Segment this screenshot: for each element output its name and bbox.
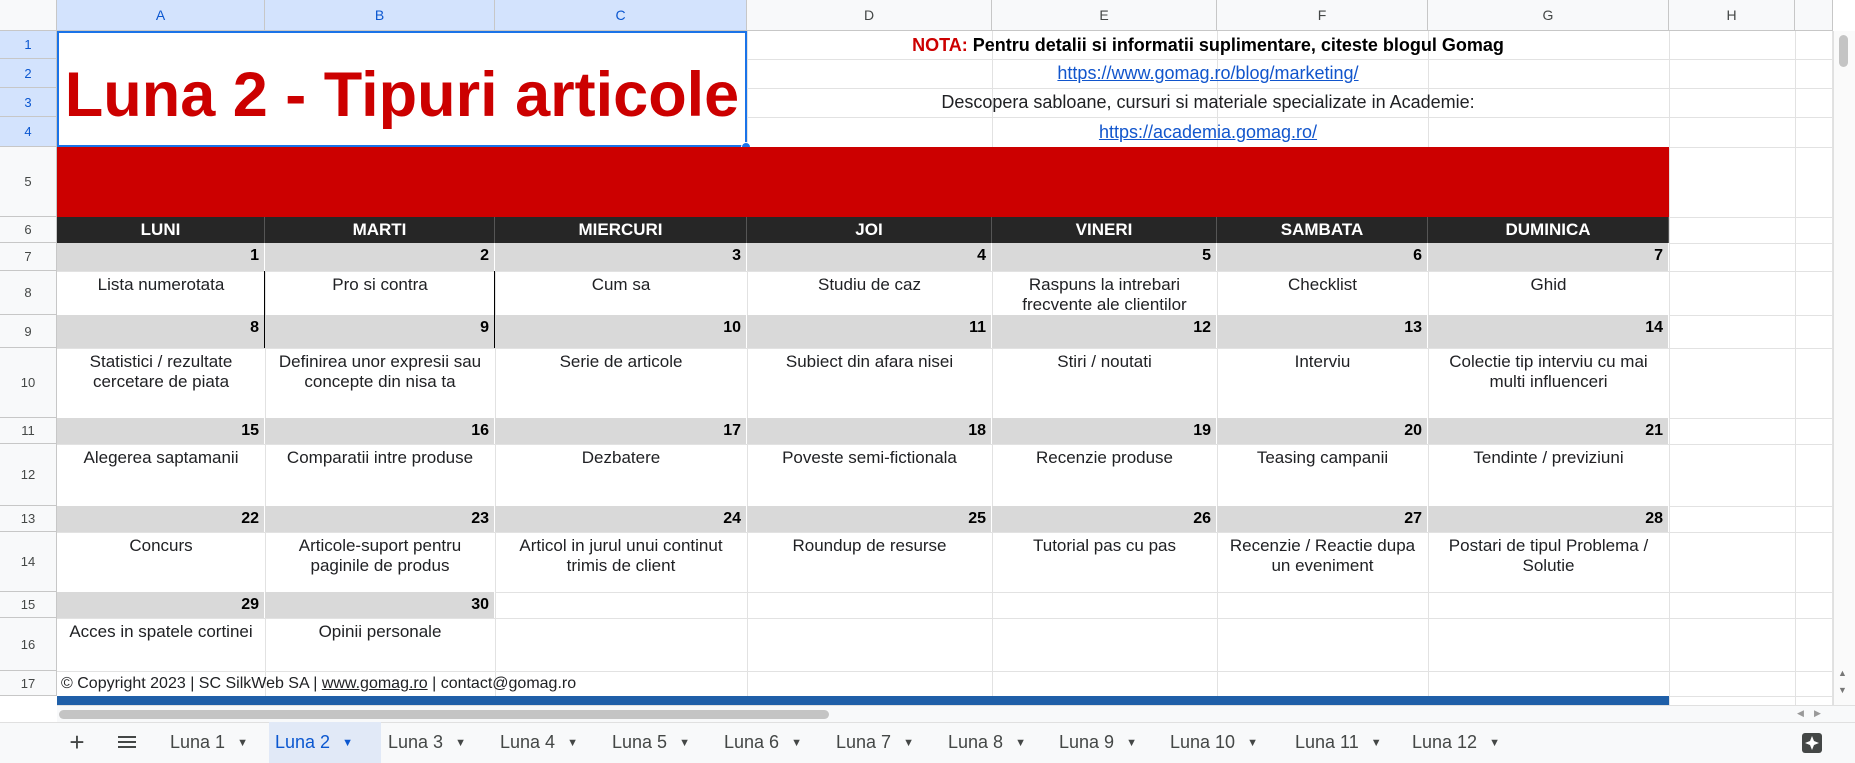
- chevron-down-icon[interactable]: ▼: [1247, 736, 1258, 749]
- vertical-gridline: [1669, 31, 1670, 705]
- column-header-filler: [1795, 0, 1833, 31]
- sheet-tab-label: Luna 2: [275, 732, 331, 752]
- column-header-a[interactable]: A: [57, 0, 265, 31]
- weekday-luni[interactable]: LUNI: [57, 217, 265, 243]
- sheet-tab-label: Luna 8: [948, 732, 1004, 752]
- sheet-tab-label: Luna 12: [1412, 732, 1478, 752]
- article-type-cell[interactable]: Colectie tip interviu cu mai multi influenceri: [1449, 352, 1648, 391]
- day-number[interactable]: 26: [992, 506, 1217, 532]
- day-number[interactable]: 1: [57, 243, 265, 271]
- article-type-cell[interactable]: Alegerea saptamanii: [83, 448, 239, 467]
- vertical-scroll-thumb[interactable]: [1839, 35, 1848, 67]
- vertical-gridline: [1795, 31, 1796, 705]
- day-number[interactable]: 27: [1217, 506, 1428, 532]
- row-header-4[interactable]: 4: [0, 117, 57, 147]
- day-number[interactable]: 8: [57, 315, 265, 348]
- page-title: Luna 2 - Tipuri articole: [64, 60, 740, 130]
- article-type-cell[interactable]: Dezbatere: [581, 448, 661, 467]
- row-header-2[interactable]: 2: [0, 59, 57, 88]
- article-type-cell[interactable]: Definirea unor expresii sau concepte din nisa ta: [278, 352, 482, 391]
- day-number[interactable]: 18: [747, 418, 992, 444]
- day-number[interactable]: 24: [495, 506, 747, 532]
- chevron-down-icon[interactable]: ▼: [1015, 736, 1026, 749]
- article-type-cell[interactable]: Interviu: [1294, 352, 1351, 371]
- note-text: Pentru detalii si informatii suplimentare, citeste blogul Gomag: [972, 35, 1504, 55]
- day-number[interactable]: 29: [57, 592, 265, 618]
- column-header-h[interactable]: H: [1669, 0, 1795, 31]
- academy-link-cell[interactable]: [747, 117, 1669, 147]
- article-type-cell[interactable]: Tendinte / previziuni: [1473, 448, 1624, 467]
- sheet-tab-luna-5[interactable]: [606, 722, 718, 763]
- day-number[interactable]: 28: [1428, 506, 1669, 532]
- horizontal-scrollbar[interactable]: [57, 705, 1855, 722]
- row-header-1[interactable]: 1: [0, 31, 57, 59]
- row-header-15[interactable]: 15: [0, 592, 57, 618]
- weekday-miercuri[interactable]: MIERCURI: [495, 217, 747, 243]
- day-number[interactable]: 4: [747, 243, 992, 271]
- article-type-cell[interactable]: Comparatii intre produse: [286, 448, 474, 467]
- article-type-cell[interactable]: Tutorial pas cu pas: [1033, 536, 1176, 555]
- cell-border: [494, 271, 495, 348]
- footer-copyright: © Copyright 2023 | SC SilkWeb SA |: [61, 675, 322, 692]
- chevron-down-icon[interactable]: ▼: [679, 736, 690, 749]
- day-number[interactable]: 19: [992, 418, 1217, 444]
- scroll-down-arrow-icon[interactable]: ▼: [1838, 685, 1847, 695]
- sheet-tab-label: Luna 11: [1295, 732, 1359, 752]
- column-header-d[interactable]: D: [747, 0, 992, 31]
- day-number[interactable]: 11: [747, 315, 992, 348]
- article-type-cell[interactable]: Teasing campanii: [1256, 448, 1389, 467]
- row-header-12[interactable]: 12: [0, 444, 57, 506]
- article-type-cell[interactable]: Recenzie produse: [1035, 448, 1174, 467]
- sheet-tab-luna-9[interactable]: [1053, 722, 1165, 763]
- row-header-11[interactable]: 11: [0, 418, 57, 444]
- chevron-down-icon[interactable]: ▼: [567, 736, 578, 749]
- weekday-sambata[interactable]: SAMBATA: [1217, 217, 1428, 243]
- row-header-17[interactable]: 17: [0, 671, 57, 696]
- chevron-down-icon[interactable]: ▼: [1489, 736, 1500, 749]
- article-type-cell[interactable]: Pro si contra: [332, 275, 428, 294]
- article-type-cell[interactable]: Studiu de caz: [817, 275, 921, 294]
- day-number[interactable]: 9: [265, 315, 495, 348]
- row-header-3[interactable]: 3: [0, 88, 57, 117]
- menu-icon: [117, 734, 137, 750]
- sheet-tab-label: Luna 5: [612, 732, 668, 752]
- article-type-cell[interactable]: Recenzie / Reactie dupa un eveniment: [1229, 536, 1416, 575]
- blue-footer-bar: [57, 696, 1669, 705]
- article-type-cell[interactable]: Lista numerotata: [97, 275, 225, 294]
- scroll-left-arrow-icon[interactable]: ◀: [1797, 708, 1804, 718]
- sheet-tab-label: Luna 3: [388, 732, 444, 752]
- note-label: NOTA:: [912, 35, 968, 55]
- day-number[interactable]: 13: [1217, 315, 1428, 348]
- chevron-down-icon[interactable]: ▼: [1126, 736, 1137, 749]
- day-number[interactable]: 30: [265, 592, 495, 618]
- day-number[interactable]: 7: [1428, 243, 1669, 271]
- sheet-tab-luna-8[interactable]: [942, 722, 1054, 763]
- blog-link-cell[interactable]: [747, 59, 1669, 88]
- article-type-cell[interactable]: Serie de articole: [559, 352, 683, 371]
- sheet-tab-luna-1[interactable]: [164, 722, 272, 763]
- column-header-c[interactable]: C: [495, 0, 747, 31]
- article-type-cell[interactable]: Articole-suport pentru paginile de produs: [298, 536, 462, 575]
- article-type-cell[interactable]: Statistici / rezultate cercetare de piata: [89, 352, 233, 391]
- day-number[interactable]: 25: [747, 506, 992, 532]
- red-banner: [57, 147, 1669, 217]
- day-number[interactable]: 6: [1217, 243, 1428, 271]
- day-number[interactable]: 23: [265, 506, 495, 532]
- day-number[interactable]: 10: [495, 315, 747, 348]
- day-number[interactable]: 12: [992, 315, 1217, 348]
- explore-button[interactable]: [1800, 731, 1824, 755]
- scroll-right-arrow-icon[interactable]: ▶: [1814, 708, 1821, 718]
- academy-text-cell[interactable]: [747, 88, 1669, 117]
- chevron-down-icon[interactable]: ▼: [903, 736, 914, 749]
- chevron-down-icon[interactable]: ▼: [1370, 736, 1382, 749]
- day-number[interactable]: 20: [1217, 418, 1428, 444]
- footer-cell[interactable]: [57, 671, 747, 696]
- day-number[interactable]: 22: [57, 506, 265, 532]
- chevron-down-icon[interactable]: ▼: [455, 736, 466, 749]
- row-header-14[interactable]: 14: [0, 532, 57, 592]
- column-header-b[interactable]: B: [265, 0, 495, 31]
- article-type-cell[interactable]: Subiect din afara nisei: [785, 352, 954, 371]
- row-header-8[interactable]: 8: [0, 271, 57, 315]
- row-header-7[interactable]: 7: [0, 243, 57, 271]
- sheet-tab-luna-7[interactable]: [830, 722, 942, 763]
- academy-link[interactable]: https://academia.gomag.ro/: [1098, 122, 1318, 142]
- plus-icon: +: [69, 726, 85, 757]
- sheet-tab-label: Luna 9: [1059, 732, 1115, 752]
- day-number[interactable]: 21: [1428, 418, 1669, 444]
- article-type-cell[interactable]: Roundup de resurse: [792, 536, 947, 555]
- row-header-16[interactable]: 16: [0, 618, 57, 671]
- row-header-5[interactable]: 5: [0, 147, 57, 217]
- article-type-cell[interactable]: Checklist: [1288, 275, 1357, 294]
- weekday-vineri[interactable]: VINERI: [992, 217, 1217, 243]
- chevron-down-icon[interactable]: ▼: [342, 736, 353, 749]
- article-type-cell[interactable]: Postari de tipul Problema / Solutie: [1448, 536, 1649, 575]
- add-sheet-button[interactable]: [62, 727, 92, 757]
- sheet-tab-label: Luna 7: [836, 732, 892, 752]
- sheet-tab-label: Luna 10: [1170, 732, 1236, 752]
- article-type-cell[interactable]: Articol in jurul unui continut trimis de client: [519, 536, 723, 575]
- horizontal-scroll-thumb[interactable]: [59, 710, 829, 719]
- row-header-10[interactable]: 10: [0, 348, 57, 418]
- sheet-tab-label: Luna 6: [724, 732, 780, 752]
- explore-icon: [1801, 732, 1823, 754]
- article-type-cell[interactable]: Stiri / noutati: [1057, 352, 1152, 371]
- row-header-6[interactable]: 6: [0, 217, 57, 243]
- sheet-tab-luna-4[interactable]: [494, 722, 606, 763]
- day-number[interactable]: 15: [57, 418, 265, 444]
- all-sheets-button[interactable]: [110, 727, 144, 757]
- blog-link[interactable]: https://www.gomag.ro/blog/marketing/: [1057, 63, 1359, 83]
- cell-border: [264, 271, 265, 348]
- column-header-e[interactable]: E: [992, 0, 1217, 31]
- day-number[interactable]: 2: [265, 243, 495, 271]
- sheet-tab-luna-6[interactable]: [718, 722, 830, 763]
- day-number[interactable]: 3: [495, 243, 747, 271]
- academy-text: Descopera sabloane, cursuri si materiale specializate in Academie:: [941, 92, 1475, 112]
- vertical-scrollbar[interactable]: [1833, 31, 1855, 705]
- day-number[interactable]: 16: [265, 418, 495, 444]
- weekday-duminica[interactable]: DUMINICA: [1428, 217, 1669, 243]
- row-header-13[interactable]: 13: [0, 506, 57, 532]
- sheet-tab-luna-12[interactable]: [1406, 722, 1531, 763]
- sheet-tab-label: Luna 4: [500, 732, 556, 752]
- chevron-down-icon[interactable]: ▼: [791, 736, 802, 749]
- article-type-cell[interactable]: Concurs: [129, 536, 193, 555]
- chevron-down-icon[interactable]: ▼: [237, 736, 248, 749]
- row-header-9[interactable]: 9: [0, 315, 57, 348]
- note-line[interactable]: [747, 31, 1669, 59]
- sheet-tab-luna-11[interactable]: [1289, 722, 1406, 763]
- weekday-marti[interactable]: MARTI: [265, 217, 495, 243]
- sheet-tab-luna-2[interactable]: [269, 722, 381, 763]
- sheet-tab-luna-10[interactable]: [1164, 722, 1289, 763]
- article-type-cell[interactable]: Ghid: [1530, 275, 1567, 294]
- footer-site-link[interactable]: www.gomag.ro: [321, 675, 428, 692]
- article-type-cell[interactable]: Poveste semi-fictionala: [782, 448, 957, 467]
- article-type-cell[interactable]: Acces in spatele cortinei: [69, 622, 253, 641]
- title-cell[interactable]: [57, 31, 747, 147]
- weekday-joi[interactable]: JOI: [747, 217, 992, 243]
- column-header-f[interactable]: F: [1217, 0, 1428, 31]
- day-number[interactable]: 17: [495, 418, 747, 444]
- footer-contact: | contact@gomag.ro: [427, 675, 577, 692]
- scroll-up-arrow-icon[interactable]: ▲: [1838, 668, 1847, 678]
- day-number[interactable]: 14: [1428, 315, 1669, 348]
- article-type-cell[interactable]: Raspuns la intrebari frecvente ale clientilor: [1022, 275, 1187, 314]
- select-all-corner[interactable]: [0, 0, 57, 31]
- day-number[interactable]: 5: [992, 243, 1217, 271]
- article-type-cell[interactable]: Opinii personale: [318, 622, 442, 641]
- article-type-cell[interactable]: Cum sa: [591, 275, 651, 294]
- sheet-tab-luna-3[interactable]: [382, 722, 494, 763]
- sheet-tab-label: Luna 1: [170, 732, 226, 752]
- column-header-g[interactable]: G: [1428, 0, 1669, 31]
